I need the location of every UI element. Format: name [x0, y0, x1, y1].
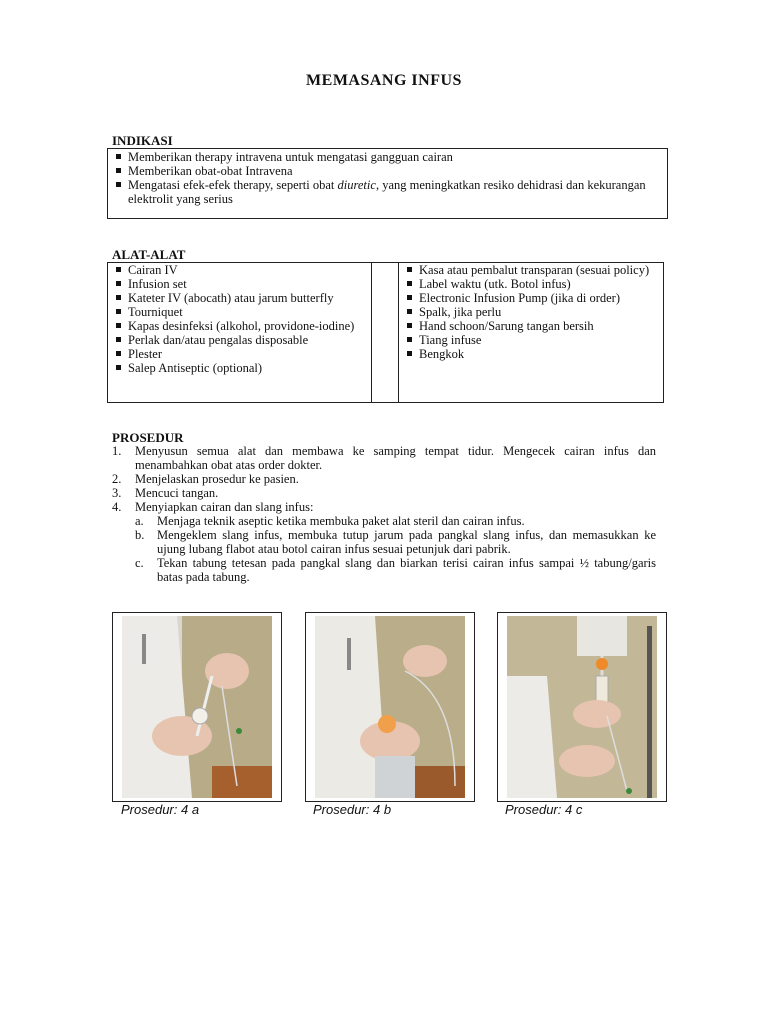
alat-item: Bengkok: [401, 347, 659, 361]
substep-letter: a.: [135, 514, 144, 528]
photo-4c: [497, 612, 667, 802]
indikasi-box: [107, 148, 668, 219]
photo-illustration: [507, 616, 657, 798]
page-title: MEMASANG INFUS: [306, 72, 462, 89]
alat-item: Kateter IV (abocath) atau jarum butterfly: [110, 291, 371, 305]
photo-4b: [305, 612, 475, 802]
step-number: 4.: [112, 500, 122, 514]
alat-heading: ALAT-ALAT: [112, 247, 186, 262]
indikasi-item-italic: diuretic: [337, 178, 376, 192]
alat-item: Label waktu (utk. Botol infus): [401, 277, 659, 291]
step-text: Menyiapkan cairan dan slang infus:: [135, 500, 314, 514]
alat-column-right: [399, 263, 663, 402]
photo-caption: Prosedur: 4 c: [505, 802, 583, 817]
prosedur-list: [112, 444, 656, 584]
indikasi-item-text: Mengatasi efek-efek therapy, seperti obat: [128, 178, 338, 192]
photo-illustration: [315, 616, 465, 798]
photo-4a: [112, 612, 282, 802]
alat-item: Salep Antiseptic (optional): [110, 361, 371, 375]
substep-text: Mengeklem slang infus, membuka tutup jarum pada pangkal slang infus, dan memasukkan ke ujung lubang flabot atau botol cairan infus sesuai petunjuk dari pabrik.: [157, 528, 656, 556]
prosedur-step: [112, 500, 656, 514]
prosedur-step: [112, 472, 656, 486]
indikasi-item: Memberikan therapy intravena untuk mengatasi gangguan cairan: [110, 150, 661, 164]
substep-letter: b.: [135, 528, 145, 542]
step-text: Mencuci tangan.: [135, 486, 219, 500]
step-number: 3.: [112, 486, 122, 500]
step-text: Menjelaskan prosedur ke pasien.: [135, 472, 299, 486]
alat-item: Kapas desinfeksi (alkohol, providone-iodine): [110, 319, 371, 333]
step-number: 2.: [112, 472, 122, 486]
prosedur-substep: [112, 556, 656, 584]
alat-table: [107, 262, 664, 403]
indikasi-list: [110, 150, 661, 206]
prosedur-step: [112, 486, 656, 500]
photo-caption: Prosedur: 4 a: [121, 802, 200, 817]
indikasi-item-text: , yang meningkatkan resiko dehidrasi dan kekurangan elektrolit yang serius: [128, 178, 646, 206]
step-number: 1.: [112, 444, 122, 458]
indikasi-item: [110, 178, 661, 206]
alat-item: Infusion set: [110, 277, 371, 291]
prosedur-substep: [112, 514, 656, 528]
photo-caption: Prosedur: 4 b: [313, 802, 392, 817]
alat-item: Tourniquet: [110, 305, 371, 319]
substep-letter: c.: [135, 556, 144, 570]
step-text: Menyusun semua alat dan membawa ke samping tempat tidur. Mengecek cairan infus dan menambahkan obat atas order dokter.: [135, 444, 656, 472]
alat-item: Hand schoon/Sarung tangan bersih: [401, 319, 659, 333]
indikasi-heading: INDIKASI: [112, 133, 173, 148]
alat-item: Kasa atau pembalut transparan (sesuai policy): [401, 263, 659, 277]
alat-item: Electronic Infusion Pump (jika di order): [401, 291, 659, 305]
prosedur-heading: PROSEDUR: [112, 430, 184, 445]
prosedur-substep: [112, 528, 656, 556]
prosedur-step: [112, 444, 656, 472]
alat-item: Perlak dan/atau pengalas disposable: [110, 333, 371, 347]
alat-item: Plester: [110, 347, 371, 361]
alat-column-divider: [371, 263, 399, 402]
indikasi-item: Memberikan obat-obat Intravena: [110, 164, 661, 178]
substep-text: Tekan tabung tetesan pada pangkal slang dan biarkan terisi cairan infus sampai ½ tabung/garis batas pada tabung.: [157, 556, 656, 584]
substep-text: Menjaga teknik aseptic ketika membuka paket alat steril dan cairan infus.: [157, 514, 525, 528]
alat-column-left: [108, 263, 371, 402]
alat-item: Tiang infuse: [401, 333, 659, 347]
alat-item: Spalk, jika perlu: [401, 305, 659, 319]
photo-illustration: [122, 616, 272, 798]
alat-item: Cairan IV: [110, 263, 371, 277]
